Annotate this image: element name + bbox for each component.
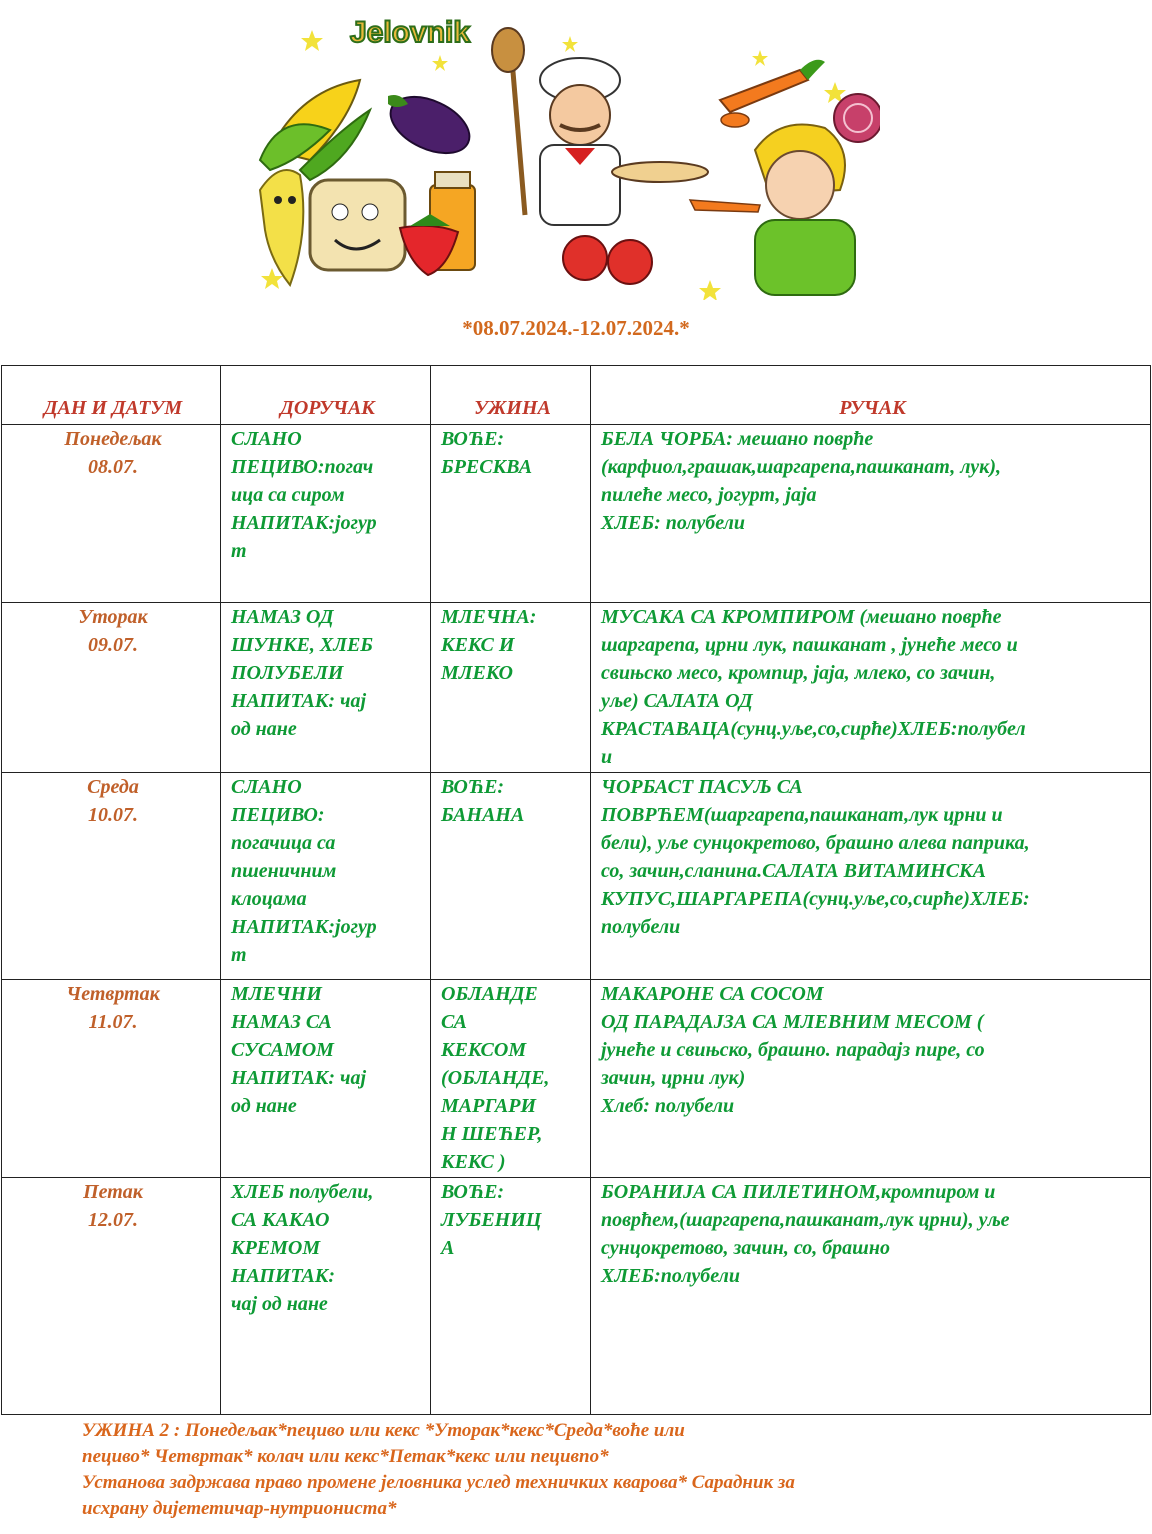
day-cell: Среда 10.07. — [2, 773, 221, 980]
header-snack: УЖИНА — [431, 366, 591, 425]
tomato-icon — [563, 236, 652, 284]
lunch-cell: БЕЛА ЧОРБА: мешано поврће (карфиол,грашак,шаргарепа,пашканат, лук), пилеће месо, јогурт, јаја ХЛЕБ: полубели — [591, 425, 1151, 603]
lunch-cell: МАКАРОНЕ СА СОСОМ ОД ПАРАДАЈЗА СА МЛЕВНИМ МЕСОМ ( јунеће и свињско, брашно. парадајз пире, со зачин, црни лук) Хлеб: полубели — [591, 980, 1151, 1178]
day-cell: Четвртак 11.07. — [2, 980, 221, 1178]
day-cell: Петак 12.07. — [2, 1178, 221, 1415]
lunch-cell: МУСАКА СА КРОМПИРОМ (мешано поврће шаргарепа, црни лук, пашканат , јунеће месо и свињско месо, кромпир, јаја, млеко, со зачин, уље) САЛАТА ОД КРАСТАВАЦА(сунц.уље,со,сирће)ХЛЕБ:полубел и — [591, 603, 1151, 773]
breakfast-cell: МЛЕЧНИ НАМАЗ СА СУСАМОМ НАПИТАК: чај од нане — [221, 980, 431, 1178]
notice-note: Установа задржава право промене јеловника услед техничких кварова* Сарадник за исхрану дијететичар-нутриониста* — [82, 1472, 795, 1519]
onion-icon — [834, 94, 880, 142]
snack-cell: МЛЕЧНА: КЕКС И МЛЕКО — [431, 603, 591, 773]
date-range: *08.07.2024.-12.07.2024.* — [462, 316, 690, 340]
chef-icon — [492, 28, 708, 225]
lunch-cell: ЧОРБАСТ ПАСУЉ СА ПОВРЋЕМ(шаргарепа,пашканат,лук црни и бели), уље сунцокретово, брашно алева паприка, со, зачин,сланина.САЛАТА ВИТАМИНСКА КУПУС,ШАРГАРЕПА(сунц.уље,со,сирће)ХЛЕБ: полубели — [591, 773, 1151, 980]
lunch-cell: БОРАНИЈА СА ПИЛЕТИНОМ,кромпиром и поврћем,(шаргарепа,пашканат,лук црни), уље сунцокретово, зачин, со, брашно ХЛЕБ:полубели — [591, 1178, 1151, 1415]
footer-notes — [82, 1418, 1082, 1522]
table-row — [2, 603, 1151, 773]
eggplant-icon — [382, 85, 478, 164]
logo-title: Jelovnik — [350, 16, 471, 49]
carrot-icon — [720, 60, 825, 127]
day-cell: Понедељак 08.07. — [2, 425, 221, 603]
breakfast-cell: ХЛЕБ полубели, СА КАКАО КРЕМОМ НАПИТАК: чај од нане — [221, 1178, 431, 1415]
child-icon — [690, 124, 855, 295]
snack-cell: ВОЋЕ: БРЕСКВА — [431, 425, 591, 603]
corn-icon — [260, 80, 370, 180]
header-row — [2, 366, 1151, 425]
snack-cell: ОБЛАНДЕ СА КЕКСОМ (ОБЛАНДЕ, МАРГАРИ Н ШЕЋЕР, КЕКС ) — [431, 980, 591, 1178]
header-day: ДАН И ДАТУМ — [2, 366, 221, 425]
table-row — [2, 1178, 1151, 1415]
snack-cell: ВОЋЕ: БАНАНА — [431, 773, 591, 980]
header-breakfast: ДОРУЧАК — [221, 366, 431, 425]
snack2-note: УЖИНА 2 : Понедељак*пециво или кекс *Уторак*кекс*Среда*воће или пециво* Четвртак* колач или кекс*Петак*кекс или пецивпо* — [82, 1420, 685, 1467]
banana-icon — [260, 170, 303, 285]
breakfast-cell: СЛАНО ПЕЦИВО: погачица са пшеничним клоцама НАПИТАК:јогур т — [221, 773, 431, 980]
table-row — [2, 425, 1151, 603]
breakfast-cell: НАМАЗ ОД ШУНКЕ, ХЛЕБ ПОЛУБЕЛИ НАПИТАК: чај од нане — [221, 603, 431, 773]
table-row — [2, 773, 1151, 980]
table-row — [2, 980, 1151, 1178]
breakfast-cell: СЛАНО ПЕЦИВО:погач ица са сиром НАПИТАК:јогур т — [221, 425, 431, 603]
snack-cell: ВОЋЕ: ЛУБЕНИЦ А — [431, 1178, 591, 1415]
menu-table — [1, 365, 1151, 1415]
sandwich-icon — [310, 180, 405, 270]
day-cell: Уторак 09.07. — [2, 603, 221, 773]
header-illustration — [240, 0, 880, 300]
header-lunch: РУЧАК — [591, 366, 1151, 425]
